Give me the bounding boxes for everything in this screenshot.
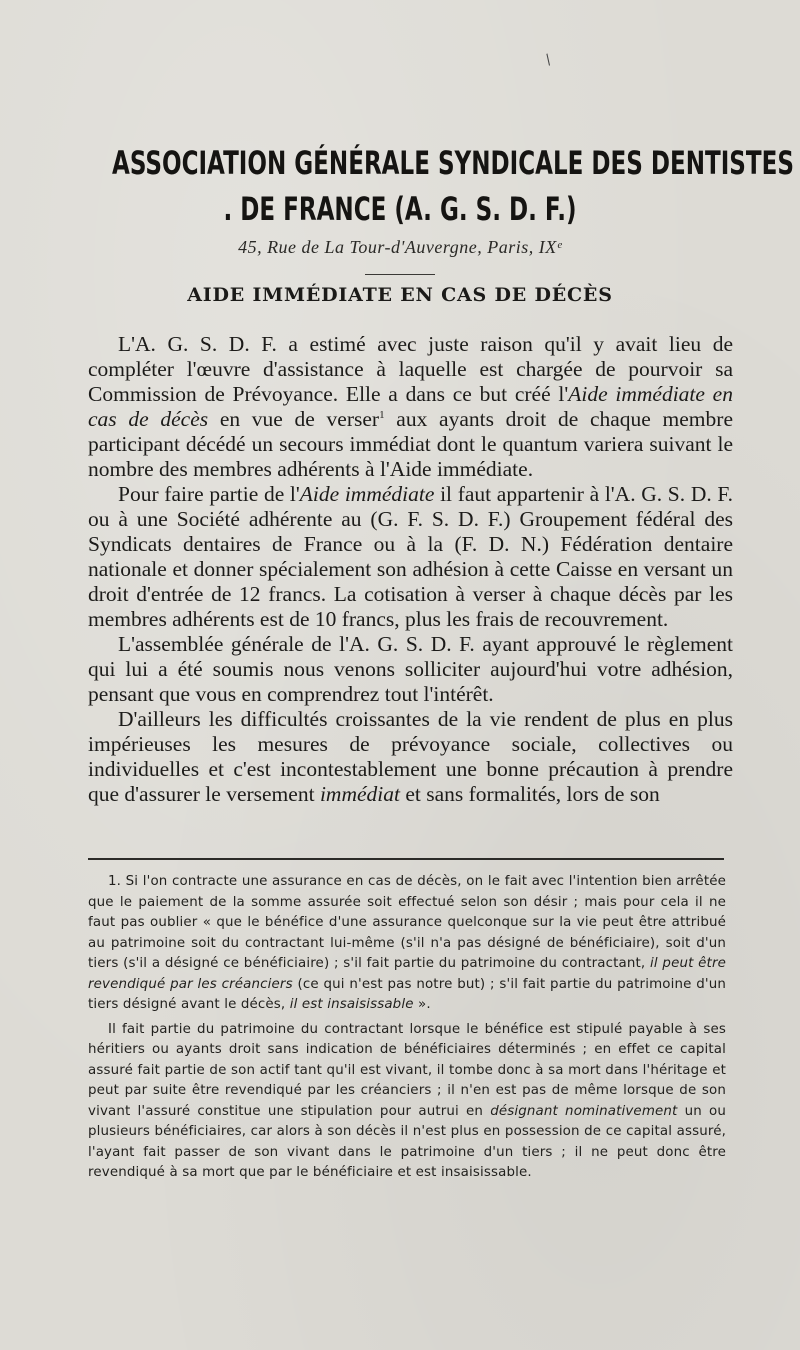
page-mark: / <box>542 51 555 69</box>
paragraph-1-italic: Aide immédiate en cas de décès <box>88 382 733 431</box>
paragraph-2-text-b: il faut appartenir à l'A. G. S. D. F. ou à une Société adhérente au (G. F. S. D. F.) Groupement fédéral des Syndicats dentaires de France ou à la (F. D. N.) Fédération dentaire nationale et donner spécialement son adhésion à cette Caisse en versant un droit d'entrée de 12 francs. La cotisation à verser à chaque décès par les membres adhérents est de 10 francs, plus les frais de recouvrement. <box>88 482 733 631</box>
paragraph-4-text-b: et sans formalités, lors de son <box>399 782 660 806</box>
organization-address: 45, Rue de La Tour-d'Auvergne, Paris, IXᵉ <box>238 237 562 257</box>
paragraph-2-italic: Aide immédiate <box>299 482 435 506</box>
paragraph-1 <box>88 332 733 482</box>
footnote-1-text-c: ». <box>413 997 431 1012</box>
paragraph-4-italic: immédiat <box>319 782 400 806</box>
footnote-2-italic: désignant nominativement <box>490 1103 678 1119</box>
header-divider <box>365 274 435 275</box>
footnote-1-text-b: (ce qui n'est pas notre but) ; s'il fait partie du patrimoine d'un tiers désigné avant le décès, <box>88 976 726 1012</box>
paragraph-4 <box>88 707 733 807</box>
footnotes <box>88 872 726 1188</box>
footnote-divider <box>88 858 724 860</box>
footnote-2-text-a: Il fait partie du patrimoine du contractant lorsque le bénéfice est stipulé payable à ses héritiers ou ayants droit sans indication de bénéficiaires déterminés ; en effet ce capital assuré fait partie de son actif tant qu'il est vivant, il tombe donc à sa mort dans l'héritage et peut par suite être revendiqué par les créanciers ; il n'en est pas de même lorsque de son vivant l'assuré constitue une stipulation pour autrui en <box>88 1021 726 1119</box>
paragraph-2-text-a: Pour faire partie de l' <box>118 482 300 506</box>
paragraph-1-text-c: aux ayants droit de chaque membre participant décédé un secours immédiat dont le quantum variera suivant le nombre des membres adhérents à l'Aide immédiate. <box>88 407 733 481</box>
footnote-reference: 1 <box>379 408 385 421</box>
footnote-1-italic-b: il est insaisissable <box>289 997 414 1012</box>
footnote-2-text-b: un ou plusieurs bénéficiaires, car alors à son décès il n'est plus en possession de ce capital assuré, l'ayant fait passer de son vivant dans le patrimoine d'un tiers ; il ne peut donc être revendiqué à sa mort que par le bénéficiaire et est insaisissable. <box>88 1103 726 1180</box>
paragraph-2 <box>88 482 733 632</box>
paragraph-1-text-b: en vue de verser <box>208 407 380 431</box>
letterhead <box>0 140 800 275</box>
footnote-1-text-a: 1. Si l'on contracte une assurance en cas de décès, on le fait avec l'intention bien arrêtée que le paiement de la somme assurée soit effectué selon son désir ; mais pour cela il ne faut pas oublier « que le bénéfice d'une assurance quelconque sur la vie peut être attribué au patrimoine soit du contractant lui-même (s'il n'a pas désigné de bénéficiaire), soit d'un tiers (s'il a désigné ce bénéficiaire) ; s'il fait partie du patrimoine du contractant, <box>88 874 726 971</box>
body-text <box>88 332 733 807</box>
footnote-2 <box>88 1020 726 1184</box>
footnote-1 <box>88 872 726 1016</box>
section-title: AIDE IMMÉDIATE EN CAS DE DÉCÈS <box>187 284 613 306</box>
organization-name-line-1: ASSOCIATION GÉNÉRALE SYNDICALE DES DENTISTES <box>112 144 794 182</box>
organization-name-line-2: . DE FRANCE (A. G. S. D. F.) <box>223 190 577 228</box>
paragraph-3: L'assemblée générale de l'A. G. S. D. F. ayant approuvé le règlement qui lui a été soumis nous venons solliciter aujourd'hui votre adhésion, pensant que vous en comprendrez tout l'intérêt. <box>88 632 733 706</box>
paragraph-1-text-a: L'A. G. S. D. F. a estimé avec juste raison qu'il y avait lieu de compléter l'œuvre d'assistance à laquelle est chargée de pourvoir sa Commission de Prévoyance. Elle a dans ce but créé l' <box>88 332 733 406</box>
footnote-1-italic-a: il peut être revendiqué par les créanciers <box>88 956 726 992</box>
paragraph-4-text-a: D'ailleurs les difficultés croissantes de la vie rendent de plus en plus impérieuses les mesures de prévoyance sociale, collectives ou individuelles et c'est incontestablement une bonne précaution à prendre que d'assurer le versement <box>88 707 733 806</box>
